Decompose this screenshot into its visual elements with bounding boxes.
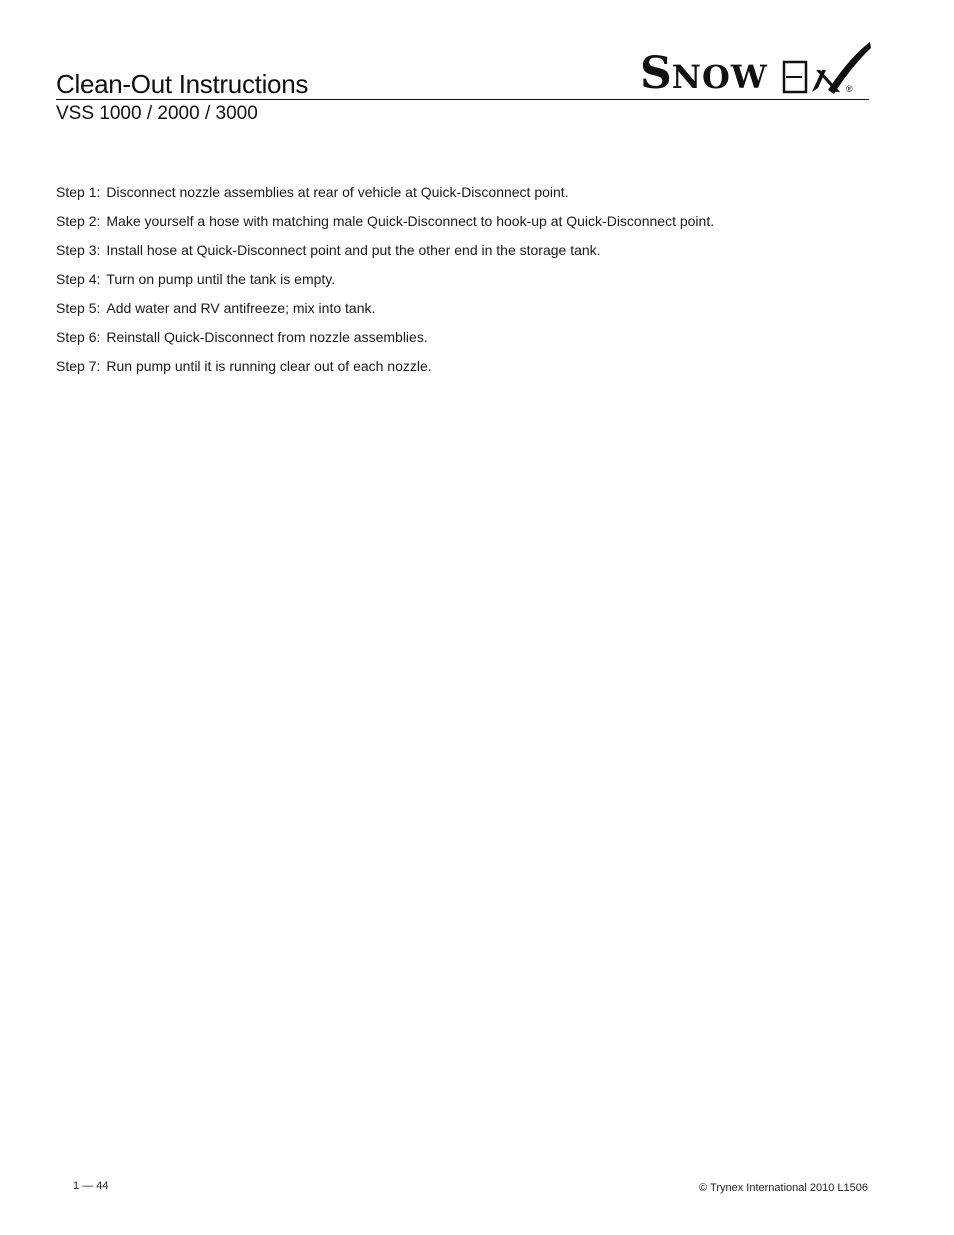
page-subtitle: VSS 1000 / 2000 / 3000	[56, 103, 258, 124]
step-item	[56, 352, 714, 381]
step-text: Make yourself a hose with matching male Quick-Disconnect to hook-up at Quick-Disconnect point.	[106, 213, 715, 229]
step-text: Run pump until it is running clear out of each nozzle.	[106, 358, 432, 374]
step-item	[56, 294, 714, 323]
step-item	[56, 178, 714, 207]
logo-check-icon	[640, 40, 872, 100]
copyright-notice: © Trynex International 2010 L1506	[699, 1182, 868, 1194]
logo-word: NOW	[671, 58, 768, 96]
step-label: Step 3:	[56, 242, 101, 258]
step-item	[56, 323, 714, 352]
page-number: 1 — 44	[73, 1180, 109, 1192]
registered-mark: ®	[846, 84, 853, 94]
step-text: Install hose at Quick-Disconnect point and put the other end in the storage tank.	[106, 242, 601, 258]
step-label: Step 4:	[56, 271, 101, 287]
logo-first-letter: S	[640, 48, 672, 99]
step-label: Step 5:	[56, 300, 101, 316]
step-text: Turn on pump until the tank is empty.	[106, 271, 336, 287]
instruction-steps	[56, 178, 714, 381]
step-label: Step 1:	[56, 184, 101, 200]
step-text: Reinstall Quick-Disconnect from nozzle assemblies.	[106, 329, 428, 345]
page-title: Clean-Out Instructions	[56, 69, 309, 99]
step-item	[56, 236, 714, 265]
step-text: Disconnect nozzle assemblies at rear of vehicle at Quick-Disconnect point.	[106, 184, 569, 200]
step-item	[56, 207, 714, 236]
step-item	[56, 265, 714, 294]
step-label: Step 2:	[56, 213, 101, 229]
step-label: Step 6:	[56, 329, 101, 345]
step-text: Add water and RV antifreeze; mix into tank.	[106, 300, 376, 316]
step-label: Step 7:	[56, 358, 101, 374]
snowex-logo	[640, 40, 872, 100]
